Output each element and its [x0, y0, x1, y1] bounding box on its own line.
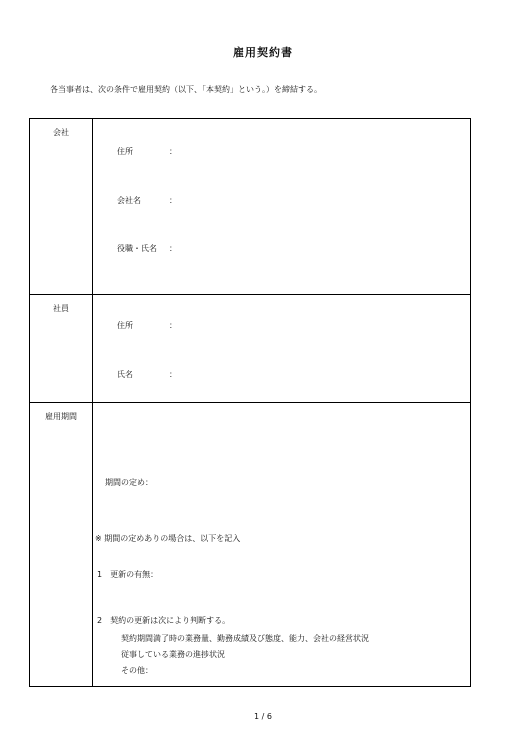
intro-text: 各当事者は、次の条件で雇用契約（以下、「本契約」という。）を締結する。	[50, 85, 322, 94]
employee-row	[30, 295, 471, 403]
criteria-item-2: 従事している業務の進捗状況	[121, 650, 225, 659]
page-indicator: 1 / 6	[254, 712, 272, 721]
criteria-item-1: 契約期間満了時の業務量、勤務成績及び態度、能力、会社の経営状況	[121, 634, 369, 643]
period-definition-line: 期間の定め：	[105, 478, 153, 487]
employee-name-colon: ：	[169, 370, 177, 379]
company-label: 会社	[30, 119, 93, 295]
employee-address-label: 住所	[117, 321, 133, 330]
contract-table	[29, 118, 471, 687]
employee-content	[93, 295, 471, 403]
employment-period-row	[30, 403, 471, 687]
renewal-item: 1 更新の有無：	[97, 570, 159, 579]
employee-address-field	[117, 320, 177, 331]
company-name-colon: ：	[169, 196, 177, 205]
company-representative-colon: ：	[169, 244, 177, 253]
employee-name-field	[117, 369, 177, 380]
document-title: 雇用契約書	[233, 46, 293, 59]
company-content	[93, 119, 471, 295]
judgement-item: 2 契約の更新は次により判断する。	[97, 616, 231, 625]
company-address-field	[117, 146, 177, 157]
criteria-item-3: その他：	[121, 666, 153, 675]
employment-period-content	[93, 403, 471, 687]
company-name-field	[117, 195, 177, 206]
employee-address-colon: ：	[169, 321, 177, 330]
employee-label: 社員	[30, 295, 93, 403]
employment-period-label: 雇用期間	[30, 403, 93, 687]
period-note: ※ 期間の定めありの場合は、以下を記入	[95, 534, 241, 543]
company-name-label: 会社名	[117, 196, 141, 205]
company-address-label: 住所	[117, 147, 133, 156]
company-row	[30, 119, 471, 295]
company-address-colon: ：	[169, 147, 177, 156]
employee-name-label: 氏名	[117, 370, 133, 379]
company-representative-field	[117, 243, 177, 254]
company-representative-label: 役職・氏名	[117, 244, 157, 253]
